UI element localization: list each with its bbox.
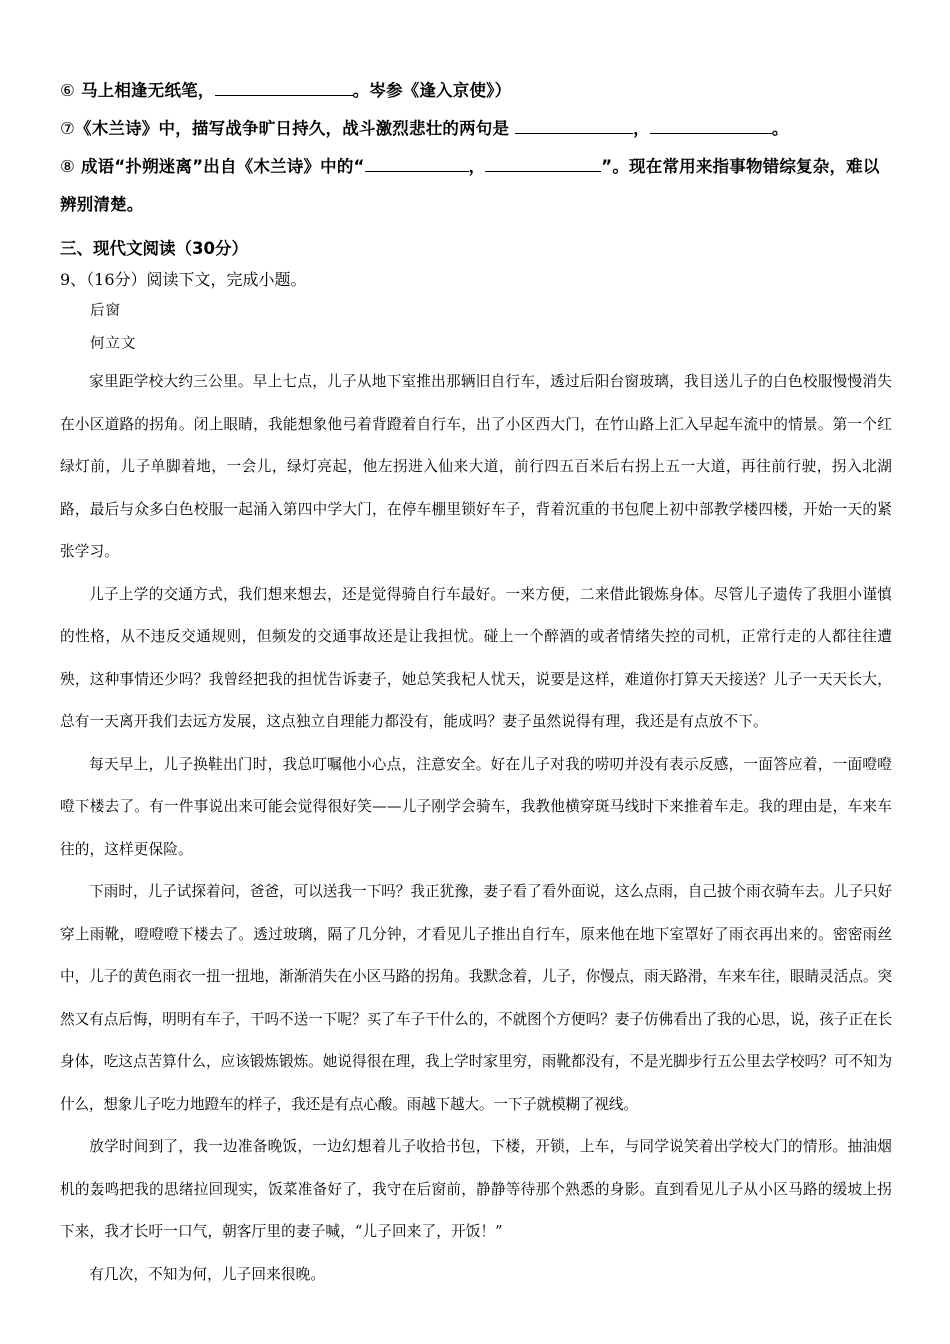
article-paragraph: 每天早上，儿子换鞋出门时，我总叮嘱他小心点，注意安全。好在儿子对我的唠叨并没有表示反感，一面答应着，一面噔噔噔下楼去了。有一件事说出来可能会觉得很好笑——儿子刚学会骑车，我教他横穿斑马线时下来推着车走。我的理由是，车来车往的，这样更保险。 <box>60 755 892 858</box>
question-8-text-after: ”。现在常用来指事物错综复杂，难以辨别清楚。 <box>60 157 880 214</box>
answer-blank-8-2[interactable] <box>485 155 601 173</box>
question-7-text-before: 《木兰诗》中，描写战争旷日持久，战斗激烈悲壮的两句是 <box>75 119 510 138</box>
question-6-text-before: 马上相逢无纸笔， <box>80 81 215 100</box>
article-paragraph: 家里距学校大约三公里。早上七点，儿子从地下室推出那辆旧自行车，透过后阳台窗玻璃，我目送儿子的白色校服慢慢消失在小区道路的拐角。闭上眼睛，我能想象他弓着背蹬着自行车，出了小区西大门，在竹山路上汇入早起车流中的情景。第一个红绿灯前，儿子单脚着地，一会儿，绿灯亮起，他左拐进入仙来大道，前行四五百米后右拐上五一大道，再往前行驶，拐入北湖路，最后与众多白色校服一起涌入第四中学大门，在停车棚里锁好车子，背着沉重的书包爬上初中部教学楼四楼，开始一天的紧张学习。 <box>60 373 892 560</box>
fill-question-6 <box>60 72 892 110</box>
question-9-stem: 9、（16分）阅读下文，完成小题。 <box>60 270 307 289</box>
page-content <box>60 72 892 1296</box>
question-6-text-after: 。岑参《逢入京使》） <box>352 81 512 100</box>
article-title: 后窗 <box>90 303 121 319</box>
article-author: 何立文 <box>90 336 137 352</box>
fill-question-7: ⑦《木兰诗》中，描写战争旷日持久，战斗激烈悲壮的两句是 ， 。 <box>60 110 892 148</box>
answer-blank-6-1[interactable] <box>215 79 353 97</box>
fill-question-8: ⑧ 成语“扑朔迷离”出自《木兰诗》中的“ ， ”。现在常用来指事物错综复杂，难以辨别清楚。 <box>60 148 892 224</box>
article-paragraph: 下雨时，儿子试探着问，爸爸，可以送我一下吗？我正犹豫，妻子看了看外面说，这么点雨，自己披个雨衣骑车去。儿子只好穿上雨靴，噔噔噔下楼去了。透过玻璃，隔了几分钟，才看见儿子推出自行车，原来他在地下室罩好了雨衣再出来的。密密雨丝中，儿子的黄色雨衣一扭一扭地，渐渐消失在小区马路的拐角。我默念着，儿子，你慢点，雨天路滑，车来车往，眼睛灵活点。突然又有点后悔，明明有车子，干吗不送一下呢？买了车子干什么的，不就图个方便吗？妻子仿佛看出了我的心思，说，孩子正在长身体，吃这点苦算什么，应该锻炼锻炼。她说得很在理，我上学时家里穷，雨靴都没有，不是光脚步行五公里去学校吗？可不知为什么，想象儿子吃力地蹬车的样子，我还是有点心酸。雨越下越大。一下子就模糊了视线。 <box>60 883 892 1113</box>
article-paragraph: 放学时间到了，我一边准备晚饭，一边幻想着儿子收拾书包，下楼，开锁，上车，与同学说笑着出学校大门的情形。抽油烟机的轰鸣把我的思绪拉回现实，饭菜准备好了，我守在后窗前，静静等待那个熟悉的身影。直到看见儿子从小区马路的缓坡上拐下来，我才长吁一口气，朝客厅里的妻子喊，“儿子回来了，开饭！” <box>60 1138 892 1240</box>
section-heading: 三、现代文阅读（30分） <box>60 239 248 258</box>
article-paragraph: 有几次，不知为何，儿子回来很晚。 <box>89 1265 326 1283</box>
question-8-text-before: 成语“扑朔迷离”出自《木兰诗》中的“ <box>80 157 365 176</box>
article-paragraph: 儿子上学的交通方式，我们想来想去，还是觉得骑自行车最好。一来方便，二来借此锻炼身体。尽管儿子遗传了我胆小谨慎的性格，从不违反交通规则，但频发的交通事故还是让我担忧。碰上一个醉酒的或者情绪失控的司机，正常行走的人都往往遭殃，这种事情还少吗？我曾经把我的担忧告诉妻子，她总笑我杞人忧天，说要是这样，难道你打算天天接送？儿子一天天长大，总有一天离开我们去远方发展，这点独立自理能力都没有，能成吗？妻子虽然说得有理，我还是有点放不下。 <box>60 585 892 730</box>
question-marker-7: ⑦ <box>60 119 75 138</box>
answer-blank-7-1[interactable] <box>515 117 633 135</box>
question-marker-6: ⑥ <box>60 81 75 100</box>
question-7-text-after: 。 <box>771 119 789 138</box>
answer-blank-7-2[interactable] <box>650 117 772 135</box>
question-marker-8: ⑧ <box>60 157 75 176</box>
answer-blank-8-1[interactable] <box>365 155 469 173</box>
